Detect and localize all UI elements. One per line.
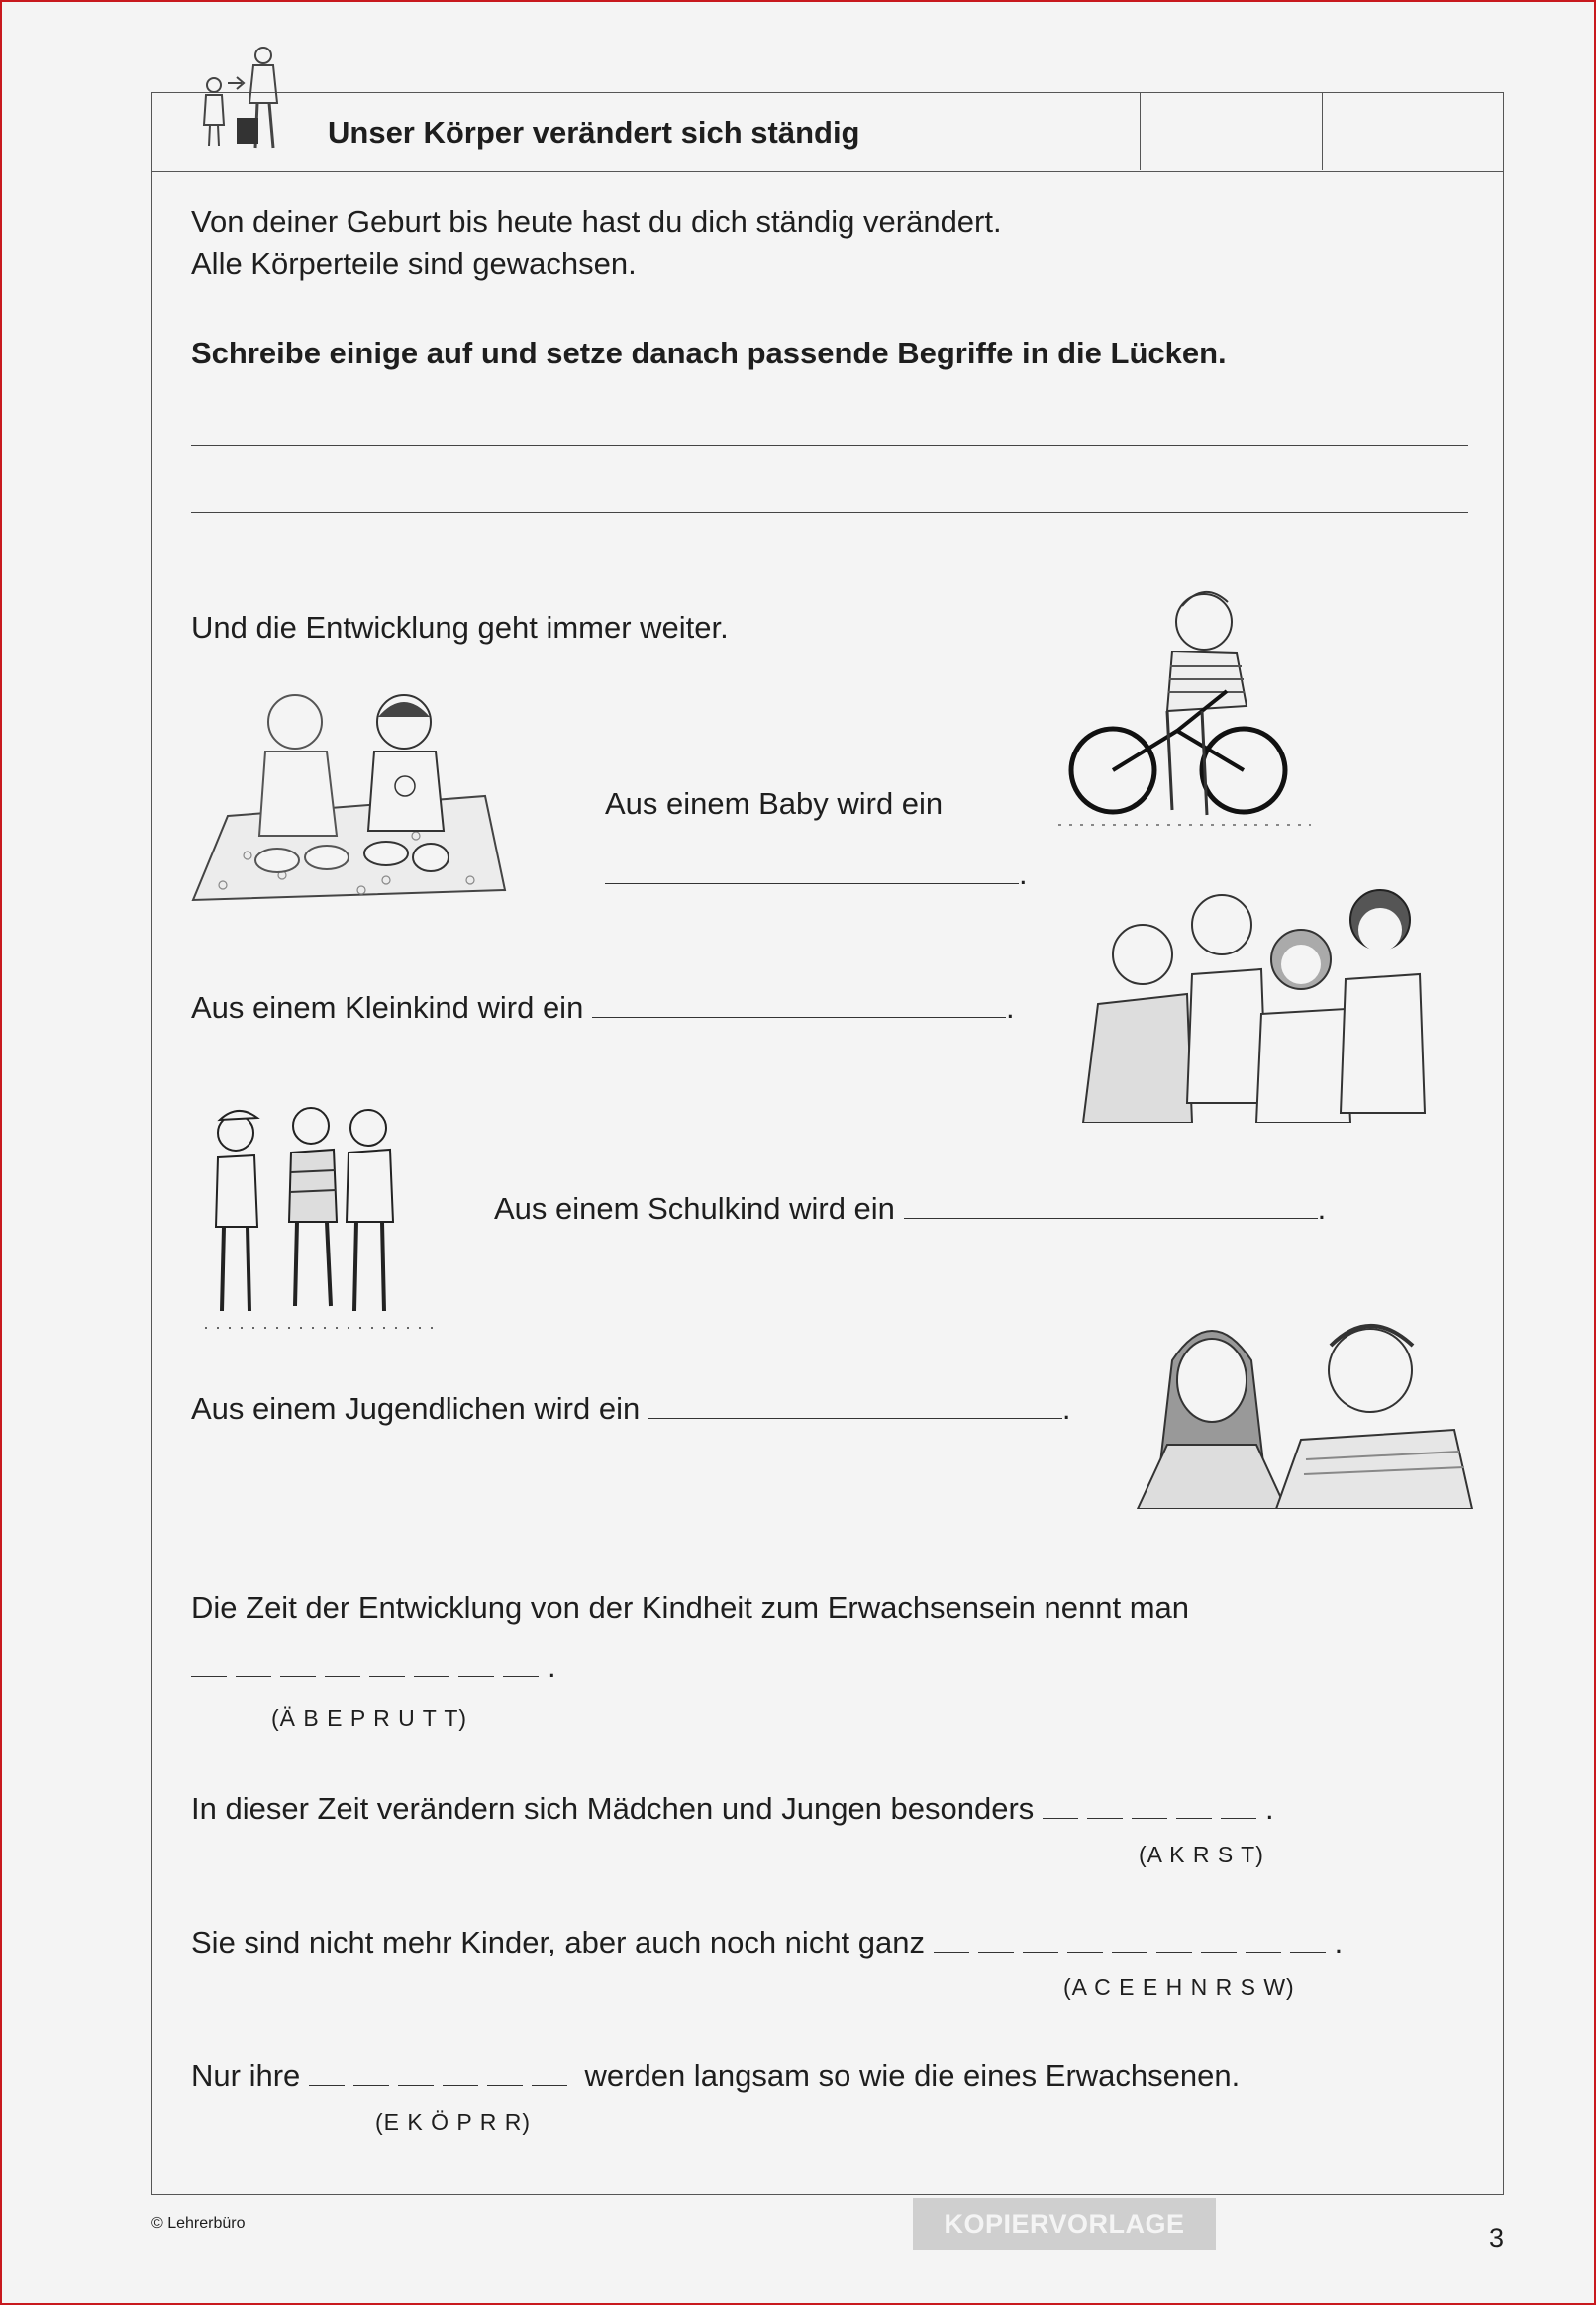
header-box-1	[1140, 93, 1323, 170]
schulkind-answer-blank[interactable]	[904, 1190, 1318, 1219]
letter-slot[interactable]	[280, 1651, 316, 1677]
letter-slot[interactable]	[1043, 1792, 1078, 1819]
baby-sentence: Aus einem Baby wird ein	[605, 786, 944, 821]
letter-slot[interactable]	[1246, 1926, 1281, 1953]
letter-slot[interactable]	[1132, 1792, 1167, 1819]
puberty-question-1: Die Zeit der Entwicklung von der Kindheit zum Erwachsensein nennt man	[191, 1590, 1190, 1625]
letter-slot[interactable]	[1023, 1926, 1058, 1953]
letter-slot[interactable]	[398, 2059, 434, 2086]
copyright: © Lehrerbüro	[151, 2215, 246, 2232]
jugendlicher-answer-blank[interactable]	[648, 1390, 1062, 1419]
writing-line-1[interactable]	[191, 445, 1468, 446]
child-on-bicycle-illustration	[1053, 582, 1316, 840]
jugendlicher-row	[191, 1390, 1070, 1427]
letter-slot[interactable]	[1201, 1926, 1237, 1953]
schulkind-sentence: Aus einem Schulkind wird ein	[494, 1191, 895, 1226]
letter-hint-1: (Ä B E P R U T T)	[271, 1705, 468, 1731]
letter-slot[interactable]	[325, 1651, 360, 1677]
letter-slot[interactable]	[532, 2059, 567, 2086]
header-box-2	[1322, 93, 1504, 170]
letter-slot[interactable]	[458, 1651, 494, 1677]
school-children-illustration	[200, 1098, 448, 1341]
puberty-question-2: In dieser Zeit verändern sich Mädchen und Jungen besonders	[191, 1791, 1035, 1826]
kleinkind-sentence: Aus einem Kleinkind wird ein	[191, 990, 584, 1025]
letter-slot[interactable]	[1067, 1926, 1103, 1953]
period: .	[1334, 1925, 1344, 1959]
worksheet-header	[152, 93, 1503, 172]
group-of-teenagers-illustration	[1078, 875, 1435, 1123]
period: .	[1264, 1791, 1274, 1826]
puberty-question-4-row	[191, 2058, 1240, 2094]
period: .	[548, 1650, 556, 1684]
baby-answer-blank[interactable]	[605, 855, 1019, 884]
kleinkind-row	[191, 989, 1015, 1026]
writing-line-2[interactable]	[191, 512, 1468, 513]
letter-slot[interactable]	[1156, 1926, 1192, 1953]
letter-slot[interactable]	[487, 2059, 523, 2086]
family-logo-icon	[192, 44, 301, 154]
puberty-question-4-end: werden langsam so wie die eines Erwachsenen.	[584, 2058, 1241, 2093]
letter-hint-3: (A C E E H N R S W)	[1063, 1974, 1295, 2000]
puberty-question-2-row	[191, 1791, 1274, 1827]
development-lead: Und die Entwicklung geht immer weiter.	[191, 610, 729, 645]
intro-line-2: Alle Körperteile sind gewachsen.	[191, 247, 637, 281]
letter-slot[interactable]	[414, 1651, 449, 1677]
instruction: Schreibe einige auf und setze danach passende Begriffe in die Lücken.	[191, 336, 1227, 370]
letter-slot[interactable]	[191, 1651, 227, 1677]
letter-slot[interactable]	[1290, 1926, 1326, 1953]
letter-slot[interactable]	[369, 1651, 405, 1677]
period: .	[1019, 856, 1028, 891]
period: .	[1317, 1191, 1327, 1226]
page-title: Unser Körper verändert sich ständig	[328, 115, 860, 150]
intro-line-1: Von deiner Geburt bis heute hast du dich ständig verändert.	[191, 204, 1002, 239]
letter-hint-2: (A K R S T)	[1139, 1842, 1264, 1867]
answer-1-row	[191, 1650, 556, 1685]
puberty-question-3-row	[191, 1925, 1343, 1960]
letter-slot[interactable]	[1221, 1792, 1256, 1819]
period: .	[1061, 1391, 1071, 1426]
worksheet	[151, 92, 1504, 2195]
letter-slot[interactable]	[934, 1926, 969, 1953]
puberty-question-3: Sie sind nicht mehr Kinder, aber auch noch nicht ganz	[191, 1925, 926, 1959]
letter-slot[interactable]	[978, 1926, 1014, 1953]
copy-template-badge: KOPIERVORLAGE	[913, 2198, 1216, 2250]
letter-slot[interactable]	[236, 1651, 271, 1677]
letter-slot[interactable]	[503, 1651, 539, 1677]
page-number: 3	[1489, 2223, 1505, 2253]
letter-slot[interactable]	[353, 2059, 389, 2086]
period: .	[1005, 990, 1015, 1025]
babies-on-blanket-illustration	[188, 687, 515, 910]
kleinkind-answer-blank[interactable]	[592, 989, 1006, 1018]
letter-slot[interactable]	[443, 2059, 478, 2086]
baby-answer-row	[605, 855, 1028, 892]
puberty-question-4-start: Nur ihre	[191, 2058, 301, 2093]
schulkind-row	[494, 1190, 1326, 1227]
letter-slot[interactable]	[1176, 1792, 1212, 1819]
adult-couple-illustration	[1118, 1301, 1474, 1509]
letter-slot[interactable]	[309, 2059, 345, 2086]
letter-slot[interactable]	[1112, 1926, 1147, 1953]
letter-hint-4: (E K Ö P R R)	[375, 2109, 531, 2135]
jugendlicher-sentence: Aus einem Jugendlichen wird ein	[191, 1391, 641, 1426]
letter-slot[interactable]	[1087, 1792, 1123, 1819]
